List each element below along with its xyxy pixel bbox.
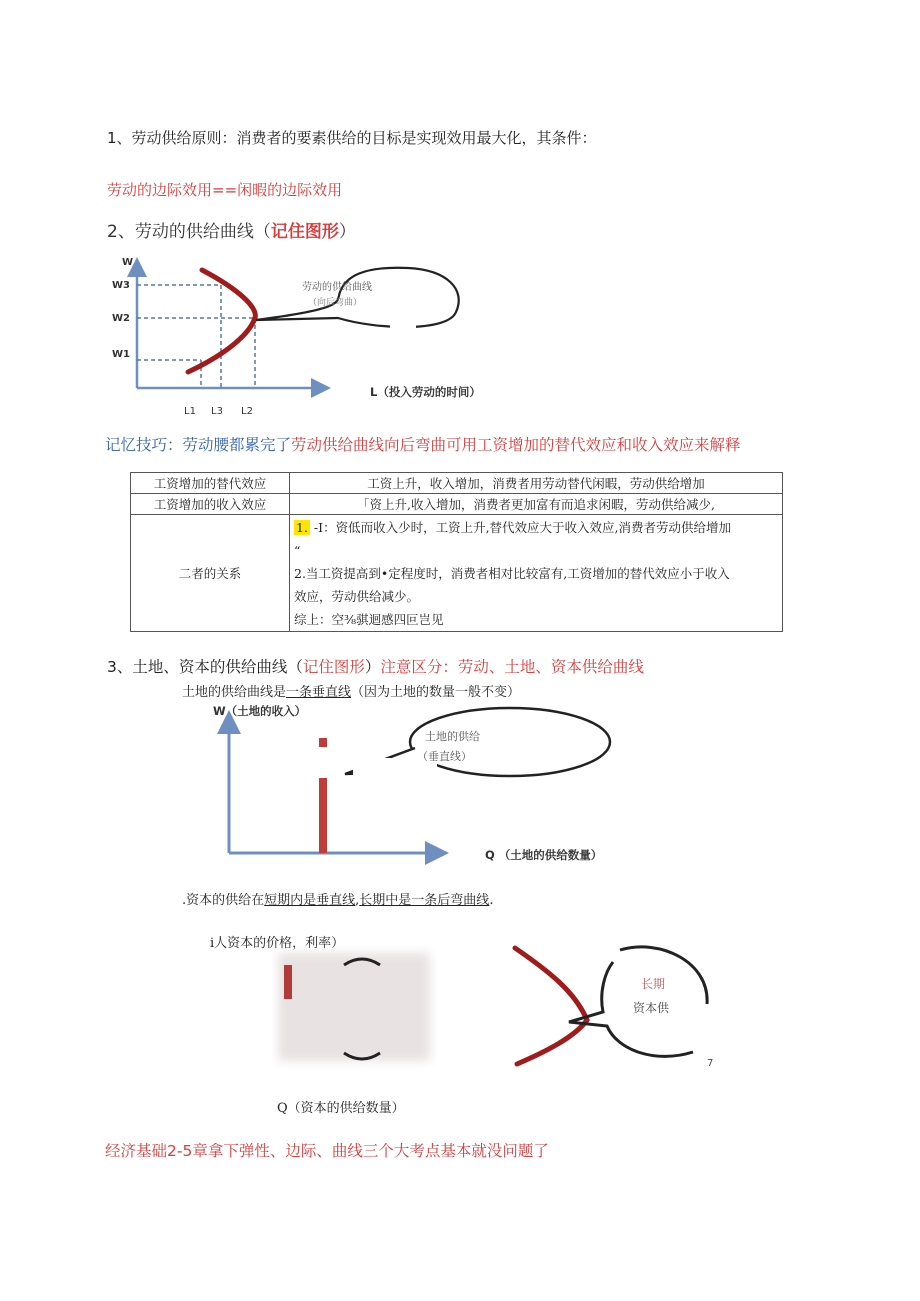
capital-note-u1: 短期内是垂直线 [264, 893, 356, 908]
capital-long-bubble-top [620, 947, 707, 1004]
table-cell-substitution-name: 工资增加的替代效应 [131, 473, 290, 494]
land-note-underlined: 一条垂直线 [286, 685, 352, 700]
land-bubble-line1: 土地的供给 [425, 730, 480, 743]
section-3-emph2: 注意区分：劳动、土地、资本供给曲线 [380, 658, 644, 676]
capital-note [182, 889, 493, 908]
land-note-pre: 土地的供给曲线是 [182, 685, 287, 700]
table-cell-relation-desc [290, 515, 783, 632]
capital-bubble-line2: 资本供 [633, 1001, 670, 1015]
section-3-emph1: 记住图形 [302, 658, 365, 676]
labor-y-label: W [122, 257, 134, 268]
relation-line-3: 综上：空⅜骐迴感四叵岂见 [294, 612, 444, 627]
capital-long-run-curve [515, 948, 587, 1064]
capital-short-run-chart [272, 945, 437, 1070]
capital-short-blur [278, 953, 430, 1061]
capital-note-u2: 长期中是一条后弯曲线 [359, 893, 490, 908]
section-2-heading [107, 217, 356, 242]
memory-tip-label: 记忆技巧：劳动腰都累完了 [105, 436, 292, 454]
labor-supply-chart [108, 250, 508, 422]
section-3-heading [107, 655, 644, 677]
capital-y-label: i人资本的价格，利率） [210, 936, 345, 951]
table-row [131, 494, 783, 515]
section-3-prefix: 3、土地、资本的供给曲线（ [107, 658, 303, 676]
relation-text-1: -I：资低而收入少时，工资上升,替代效应大于收入效应,消费者劳动供给增加 [313, 520, 732, 535]
relation-num-1: 1. [296, 520, 308, 535]
land-note-post: （因为土地的数量一般不变） [351, 685, 521, 700]
relation-line-1b: “ [294, 543, 301, 558]
table-cell-substitution-desc: 工资上升，收入增加，消费者用劳动替代闲暇，劳动供给增加 [290, 473, 783, 494]
table-cell-relation-name: 二者的关系 [131, 515, 290, 632]
section-3-mid: ） [364, 658, 381, 676]
capital-note-pre: .资本的供给在 [182, 893, 265, 908]
tick-l1: L1 [184, 406, 196, 417]
land-supply-chart [205, 698, 645, 868]
capital-mark: 7 [707, 1058, 714, 1069]
tick-w1: W1 [112, 349, 130, 360]
table-cell-income-desc: 「资上升,收入增加，消费者更加富有而追求闲暇，劳动供给减少, [290, 494, 783, 515]
wage-effects-table [130, 472, 783, 632]
capital-x-label: Q（资本的供给数量） [277, 1101, 405, 1116]
labor-guides [137, 285, 255, 388]
capital-note-mid: , [355, 893, 360, 908]
tick-l2: L2 [241, 406, 253, 417]
utility-condition: 劳动的边际效用==闲暇的边际效用 [107, 181, 343, 199]
memory-tip [105, 433, 741, 455]
table-row [131, 515, 783, 632]
labor-bubble-line2: （向后弯曲） [308, 298, 363, 308]
land-bubble-line2: （垂直线） [417, 750, 472, 763]
section-2-emphasis: 记住图形 [270, 222, 339, 242]
table-cell-income-name: 工资增加的收入效应 [131, 494, 290, 515]
relation-line-1 [294, 516, 778, 539]
land-y-label: W（土地的收入） [213, 704, 307, 718]
capital-long-bubble-body [569, 962, 693, 1056]
capital-short-run-line [284, 965, 292, 999]
capital-long-run-chart [495, 942, 720, 1072]
land-supply-line [319, 778, 327, 853]
capital-bubble-line1: 长期 [641, 977, 666, 991]
tick-w2: W2 [112, 313, 130, 324]
capital-note-post: . [489, 893, 494, 908]
footer-note: 经济基础2-5章拿下弹性、边际、曲线三个大考点基本就没问题了 [105, 1142, 549, 1160]
memory-tip-text: 劳动供给曲线向后弯曲可用工资增加的替代效应和收入效应来解释 [291, 436, 741, 454]
land-x-label: Q （土地的供给数量） [485, 848, 603, 862]
labor-x-label: L（投入劳动的时间） [370, 385, 481, 399]
labor-bubble-line1: 劳动的供给曲线 [302, 282, 372, 293]
heading-1: 1、劳动供给原则：消费者的要素供给的目标是实现效用最大化，其条件： [107, 129, 597, 147]
table-row [131, 473, 783, 494]
section-2-suffix: ） [338, 222, 356, 242]
tick-w3: W3 [112, 280, 130, 291]
relation-line-2a: 2.当工资提高到•定程度时，消费者相对比较富有,工资增加的替代效应小于收入 [294, 566, 730, 581]
relation-line-2b: 效应，劳动供给减少。 [294, 589, 420, 604]
tick-l3: L3 [211, 406, 223, 417]
land-supply-line-top [319, 738, 327, 747]
section-2-prefix: 2、劳动的供给曲线（ [107, 222, 271, 242]
